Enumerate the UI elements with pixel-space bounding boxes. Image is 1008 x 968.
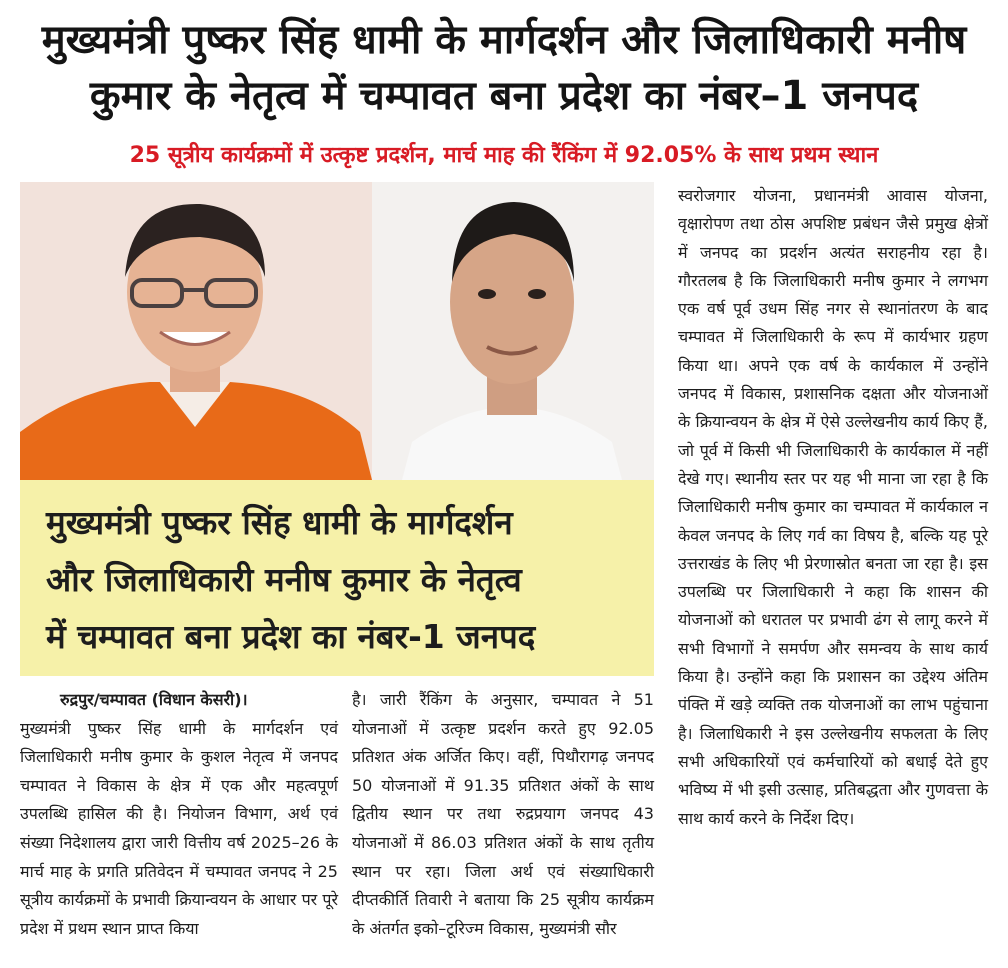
headline-line-2: कुमार के नेतृत्व में चम्पावत बना प्रदेश का नंबर–1 जनपद	[89, 73, 919, 119]
article-column-2: है। जारी रैंकिंग के अनुसार, चम्पावत ने 51 योजनाओं में उत्कृष्ट प्रदर्शन करते हुए 92.05 प्रतिशत अंक अर्जित किए। वहीं, पिथौरागढ़ जनपद 50 योजनाओं में 91.35 प्रतिशत अंकों के साथ द्वितीय स्थान पर तथा रुद्रप्रयाग जनपद 43 योजनाओं में 86.03 प्रतिशत अंकों के साथ तृतीय स्थान पर रहा। जिला अर्थ एवं संख्याधिकारी दीप्तकीर्ति तिवारी ने बताया कि 25 सूत्रीय कार्यक्रम के अंतर्गत इको–टूरिज्म विकास, मुख्यमंत्री सौर	[352, 690, 654, 938]
banner	[20, 480, 654, 676]
banner-line-1: मुख्यमंत्री पुष्कर सिंह धामी के मार्गदर्शन	[46, 503, 513, 542]
article-column-3: स्वरोजगार योजना, प्रधानमंत्री आवास योजना, वृक्षारोपण तथा ठोस अपशिष्ट प्रबंधन जैसे प्रमुख क्षेत्रों में जनपद का प्रदर्शन अत्यंत सराहनीय रहा है। गौरतलब है कि जिलाधिकारी मनीष कुमार ने लगभग एक वर्ष पूर्व उधम सिंह नगर से स्थानांतरण के बाद चम्पावत में जिलाधिकारी के रूप में कार्यभार ग्रहण किया था। अपने एक वर्ष के कार्यकाल में उन्होंने जनपद में विकास, प्रशासनिक दक्षता और योजनाओं के क्रियान्वयन के क्षेत्र में ऐसे उल्लेखनीय कार्य किए हैं, जो पूर्व में किसी भी जिलाधिकारी के कार्यकाल में नहीं देखे गए। स्थानीय स्तर पर यह भी माना जा रहा है कि जिलाधिकारी मनीष कुमार का चम्पावत में कार्यकाल न केवल जनपद के लिए गर्व का विषय है, बल्कि यह पूरे उत्तराखंड के लिए भी प्रेरणास्रोत बनता जा रहा है। इस उपलब्धि पर जिलाधिकारी ने कहा कि शासन की योजनाओं को धरातल पर प्रभावी ढंग से लागू करने में सभी विभागों ने समर्पण और समन्वय के साथ कार्य किया है। उन्होंने कहा कि प्रशासन का उद्देश्य अंतिम पंक्ति में खड़े व्यक्ति तक योजनाओं का लाभ पहुंचाना है। जिलाधिकारी ने इस उल्लेखनीय सफलता के लिए सभी अधिकारियों एवं कर्मचारियों को बधाई देते हुए भविष्य में भी इसी उत्साह, प्रतिबद्धता और गुणवत्ता के साथ कार्य करने के निर्देश दिए।	[678, 186, 988, 828]
person-illustration-right	[372, 182, 654, 480]
article-column-1	[20, 686, 338, 943]
photo-district-magistrate	[372, 182, 654, 480]
banner-line-2: और जिलाधिकारी मनीष कुमार के नेतृत्व	[46, 560, 522, 599]
headline	[0, 12, 1008, 124]
headline-line-1: मुख्यमंत्री पुष्कर सिंह धामी के मार्गदर्शन और जिलाधिकारी मनीष	[41, 17, 967, 63]
person-illustration-left	[20, 182, 372, 480]
photo-chief-minister	[20, 182, 372, 480]
dateline: रुद्रपुर/चम्पावत (विधान केसरी)।	[60, 690, 248, 709]
banner-line-3: में चम्पावत बना प्रदेश का नंबर-1 जनपद	[46, 617, 536, 656]
article-column-1-text: मुख्यमंत्री पुष्कर सिंह धामी के मार्गदर्शन एवं जिलाधिकारी मनीष कुमार के कुशल नेतृत्व में जनपद चम्पावत ने विकास के क्षेत्र में एक और महत्वपूर्ण उपलब्धि हासिल की है। नियोजन विभाग, अर्थ एवं संख्या निदेशालय द्वारा जारी वित्तीय वर्ष 2025–26 के मार्च माह के प्रगति प्रतिवेदन में चम्पावत जनपद ने 25 सूत्रीय कार्यक्रमों के प्रभावी क्रियान्वयन के आधार पर पूरे प्रदेश में प्रथम स्थान प्राप्त किया	[20, 718, 338, 938]
subheadline: 25 सूत्रीय कार्यक्रमों में उत्कृष्ट प्रदर्शन, मार्च माह की रैंकिंग में 92.05% के साथ प्रथम स्थान	[129, 143, 879, 168]
